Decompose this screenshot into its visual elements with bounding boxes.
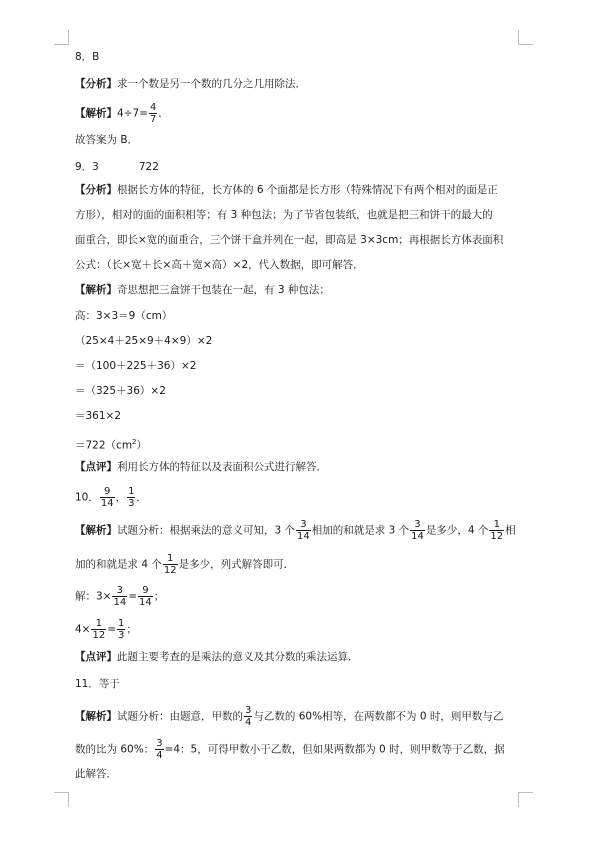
q11-answer: 11．等于: [75, 678, 120, 690]
q9-calc-3: ＝（100＋225＋36）×2: [75, 360, 197, 372]
q11-solution-line-3: 此解答．: [75, 768, 117, 780]
q9-analysis-line-4: 公式：（长×宽＋长×高＋宽×高）×2，代入数据，即可解答．: [75, 259, 364, 271]
q11-solution-line-1: 【解析】试题分析：由题意，甲数的 $\frac{3}{4}$ 与乙数的 60%相等，在两数都不为 0 时，则甲数与乙: [75, 705, 504, 728]
q9-analysis-line-3: 面重合，即长×宽的面重合，三个饼干盒并列在一起，即高是 3×3cm；再根据长方体表面积: [75, 234, 504, 246]
crop-mark-top-left: [54, 30, 69, 45]
q11-solution-line-2: 数的比为 60%： $\frac{3}{4}$ =4：5，可得甲数小于乙数，但如果两数都为 0 时，则甲数等于乙数，据: [75, 738, 505, 761]
q9-analysis-line-2: 方形），相对的面的面积相等；有 3 种包法；为了节省包装纸，也就是把三和饼干的最大的: [75, 209, 493, 221]
q9-answer: 9．3 722: [75, 161, 159, 173]
q8-conclusion: 故答案为 B．: [75, 134, 139, 146]
q10-answer: 10． $\frac{9}{14}$ ， $\frac{1}{3}$ ．: [75, 486, 147, 509]
q10-work-2: 4× $\frac{1}{12}$ = $\frac{1}{3}$ ；: [75, 618, 137, 641]
crop-mark-bottom-left: [54, 792, 69, 807]
fraction: $\frac{4}{7}$: [149, 102, 157, 125]
q9-solution: 【解析】奇思想把三盒饼干包装在一起，有 3 种包法；: [75, 284, 330, 296]
q8-answer: 8．B: [75, 51, 100, 63]
crop-mark-bottom-right: [518, 792, 533, 807]
q9-calc-6: $=722(cm^2)$: [75, 438, 148, 452]
q10-work-1: 解：3× $\frac{3}{14}$ = $\frac{9}{14}$ ；: [75, 585, 165, 608]
q9-calc-2: （25×4＋25×9＋4×9）×2: [75, 335, 213, 347]
q9-comment: 【点评】利用长方体的特征以及表面积公式进行解答．: [75, 461, 327, 473]
q8-solution: 【解析】4÷7= $\frac{4}{7}$ ．: [75, 102, 169, 125]
q8-analysis: 【分析】求一个数是另一个数的几分之几用除法．: [75, 78, 306, 90]
q9-calc-4: ＝（325＋36）×2: [75, 385, 166, 397]
q9-analysis-line-1: 【分析】根据长方体的特征，长方体的 6 个面都是长方形（特殊情况下有两个相对的面是正: [75, 184, 498, 196]
q10-solution-line-1: 【解析】试题分析：根据乘法的意义可知，3 个 $\frac{3}{14}$ 相加的和就是求 3 个 $\frac{3}{14}$ 是多少，4 个 $\frac{1}{12}$ 相: [75, 519, 516, 542]
q9-calc-5: ＝361×2: [75, 410, 122, 422]
q10-solution-line-2: 加的和就是求 4 个 $\frac{1}{12}$ 是多少，列式解答即可．: [75, 553, 295, 576]
crop-mark-top-right: [518, 30, 533, 45]
q10-comment: 【点评】此题主要考查的是乘法的意义及其分数的乘法运算．: [75, 651, 359, 663]
q9-calc-1: 高：3×3＝9（cm）: [75, 310, 173, 322]
